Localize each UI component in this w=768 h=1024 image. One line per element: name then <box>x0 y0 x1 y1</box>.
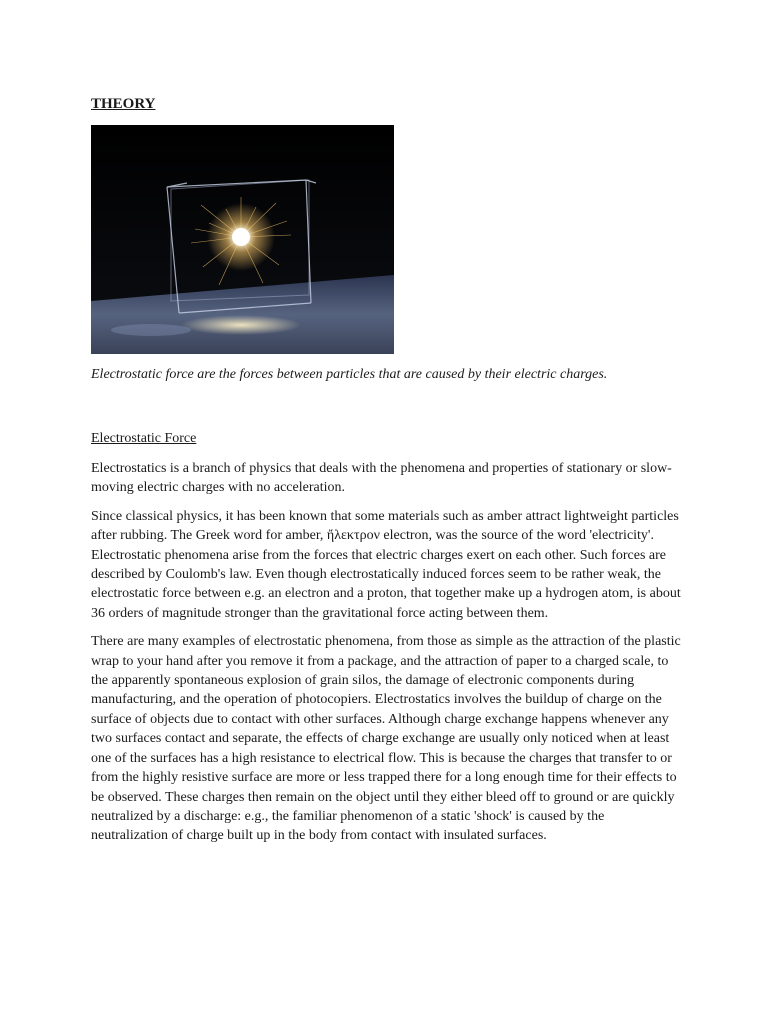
glowing-cube-image <box>91 125 394 354</box>
paragraph: There are many examples of electrostatic phenomena, from those as simple as the attraction of the plastic wrap to your hand after you remove it from a package, and the attraction of paper to a charged scale, to the apparently spontaneous explosion of grain silos, the damage of electronic components during manufacturing, and the operation of photocopiers. Electrostatics involves the buildup of charge on the surface of objects due to contact with other surfaces. Although charge exchange happens whenever any two surfaces contact and separate, the effects of charge exchange are usually only noticed when at least one of the surfaces has a high resistance to electrical flow. This is because the charges that transfer to or from the highly resistive surface are more or less trapped there for a long enough time for their effects to be observed. These charges then remain on the object until they either bleed off to ground or are quickly neutralized by a discharge: e.g., the familiar phenomenon of a static 'shock' is caused by the neutralization of charge built up in the body from contact with insulated surfaces. <box>91 634 681 844</box>
page-heading: THEORY <box>91 96 156 112</box>
paragraph: Since classical physics, it has been known that some materials such as amber attract lightweight particles after rubbing. The Greek word for amber, ἤλεκτρον electron, was the source of the word 'electricity'. Electrostatic phenomena arise from the forces that electric charges exert on each other. Such forces are described by Coulomb's law. Even though electrostatically induced forces seem to be rather weak, the electrostatic force between e.g. an electron and a proton, that together make up a hydrogen atom, is about 36 orders of magnitude stronger than the gravitational force acting between them. <box>91 508 681 621</box>
section-title: Electrostatic Force <box>91 431 197 446</box>
paragraph: Electrostatics is a branch of physics that deals with the phenomena and properties of stationary or slow-moving electric charges with no acceleration. <box>91 461 672 496</box>
figure-caption: Electrostatic force are the forces between particles that are caused by their electric charges. <box>91 367 608 382</box>
document-page <box>91 94 681 846</box>
